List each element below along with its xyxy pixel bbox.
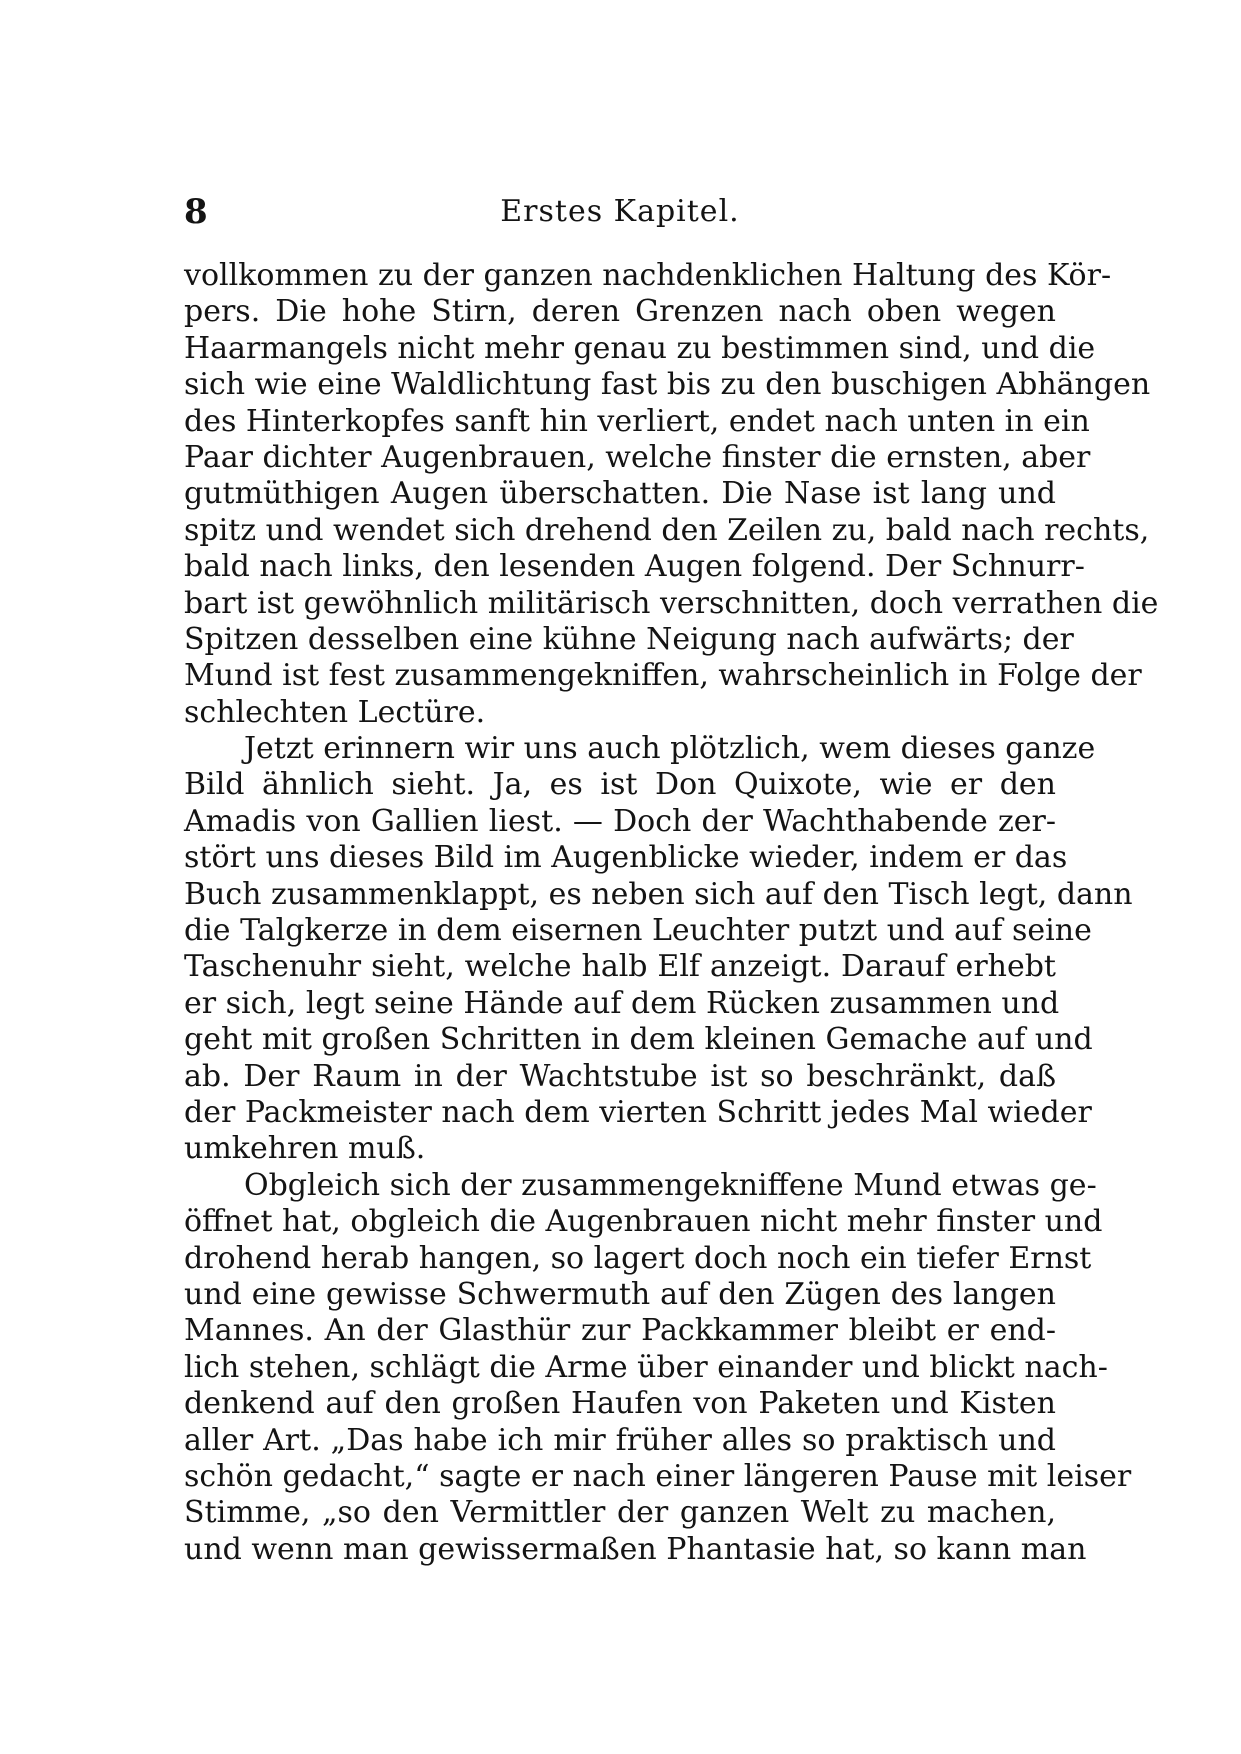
- text-line: Mannes. An der Glasthür zur Packkammer bleibt er end-: [184, 1313, 1056, 1349]
- text-line-paragraph-start: Jetzt erinnern wir uns auch plötzlich, wem dieses ganze: [244, 731, 1096, 767]
- text-line: ab. Der Raum in der Wachtstube ist so beschränkt, daß: [184, 1058, 1056, 1094]
- text-line: lich stehen, schlägt die Arme über einander und blickt nach-: [184, 1349, 1108, 1385]
- text-line: aller Art. „Das habe ich mir früher alles so praktisch und: [184, 1422, 1056, 1458]
- text-line: vollkommen zu der ganzen nachdenklichen Haltung des Kör-: [184, 258, 1112, 293]
- text-line: bald nach links, den lesenden Augen folgend. Der Schnurr-: [184, 549, 1085, 585]
- text-line: bart ist gewöhnlich militärisch verschnitten, doch verrathen die: [184, 585, 1159, 621]
- text-line: geht mit großen Schritten in dem kleinen Gemache auf und: [184, 1022, 1093, 1058]
- text-line: Haarmangels nicht mehr genau zu bestimmen sind, und die: [184, 330, 1096, 366]
- text-line: des Hinterkopfes sanft hin verliert, endet nach unten in ein: [184, 403, 1090, 439]
- text-line: sich wie eine Waldlichtung fast bis zu den buschigen Abhängen: [184, 367, 1151, 403]
- text-line: Stimme, „so den Vermittler der ganzen Welt zu machen,: [184, 1495, 1056, 1531]
- text-line: stört uns dieses Bild im Augenblicke wieder, indem er das: [184, 840, 1068, 876]
- text-line-paragraph-start: Obgleich sich der zusammengekniffene Mund etwas ge-: [244, 1167, 1097, 1203]
- text-line: er sich, legt seine Hände auf dem Rücken zusammen und: [184, 985, 1060, 1021]
- body-text: [184, 258, 1159, 1568]
- text-line: Buch zusammenklappt, es neben sich auf den Tisch legt, dann: [184, 876, 1133, 912]
- running-head: Erstes Kapitel.: [500, 194, 740, 229]
- page-header: [184, 190, 1056, 234]
- text-line: schön gedacht,“ sagte er nach einer längeren Pause mit leiser: [184, 1458, 1132, 1494]
- text-line: der Packmeister nach dem vierten Schritt jedes Mal wieder: [184, 1094, 1092, 1130]
- text-line: und eine gewisse Schwermuth auf den Zügen des langen: [184, 1276, 1056, 1312]
- text-line: öffnet hat, obgleich die Augenbrauen nicht mehr finster und: [184, 1204, 1103, 1240]
- text-line: Taschenuhr sieht, welche halb Elf anzeigt. Darauf erhebt: [184, 949, 1056, 985]
- text-line: Spitzen desselben eine kühne Neigung nach aufwärts; der: [184, 621, 1074, 657]
- text-line: spitz und wendet sich drehend den Zeilen zu, bald nach rechts,: [184, 512, 1150, 548]
- text-line: Bild ähnlich sieht. Ja, es ist Don Quixote, wie er den: [184, 767, 1056, 803]
- text-line: und wenn man gewissermaßen Phantasie hat, so kann man: [184, 1531, 1087, 1567]
- text-line: gutmüthigen Augen überschatten. Die Nase ist lang und: [184, 476, 1056, 512]
- page-number: 8: [184, 192, 208, 232]
- text-line: drohend herab hangen, so lagert doch noch ein tiefer Ernst: [184, 1240, 1092, 1276]
- text-line: Amadis von Gallien liest. — Doch der Wachthabende zer-: [184, 803, 1056, 839]
- text-line-paragraph-end: umkehren muß.: [184, 1131, 426, 1167]
- text-line: Paar dichter Augenbrauen, welche finster die ernsten, aber: [184, 439, 1091, 475]
- text-line: pers. Die hohe Stirn, deren Grenzen nach oben wegen: [184, 294, 1056, 330]
- text-line: Mund ist fest zusammengekniffen, wahrscheinlich in Folge der: [184, 658, 1142, 694]
- text-line: die Talgkerze in dem eisernen Leuchter putzt und auf seine: [184, 913, 1092, 949]
- text-line-paragraph-end: schlechten Lectüre.: [184, 694, 486, 730]
- text-line: denkend auf den großen Haufen von Paketen und Kisten: [184, 1386, 1056, 1422]
